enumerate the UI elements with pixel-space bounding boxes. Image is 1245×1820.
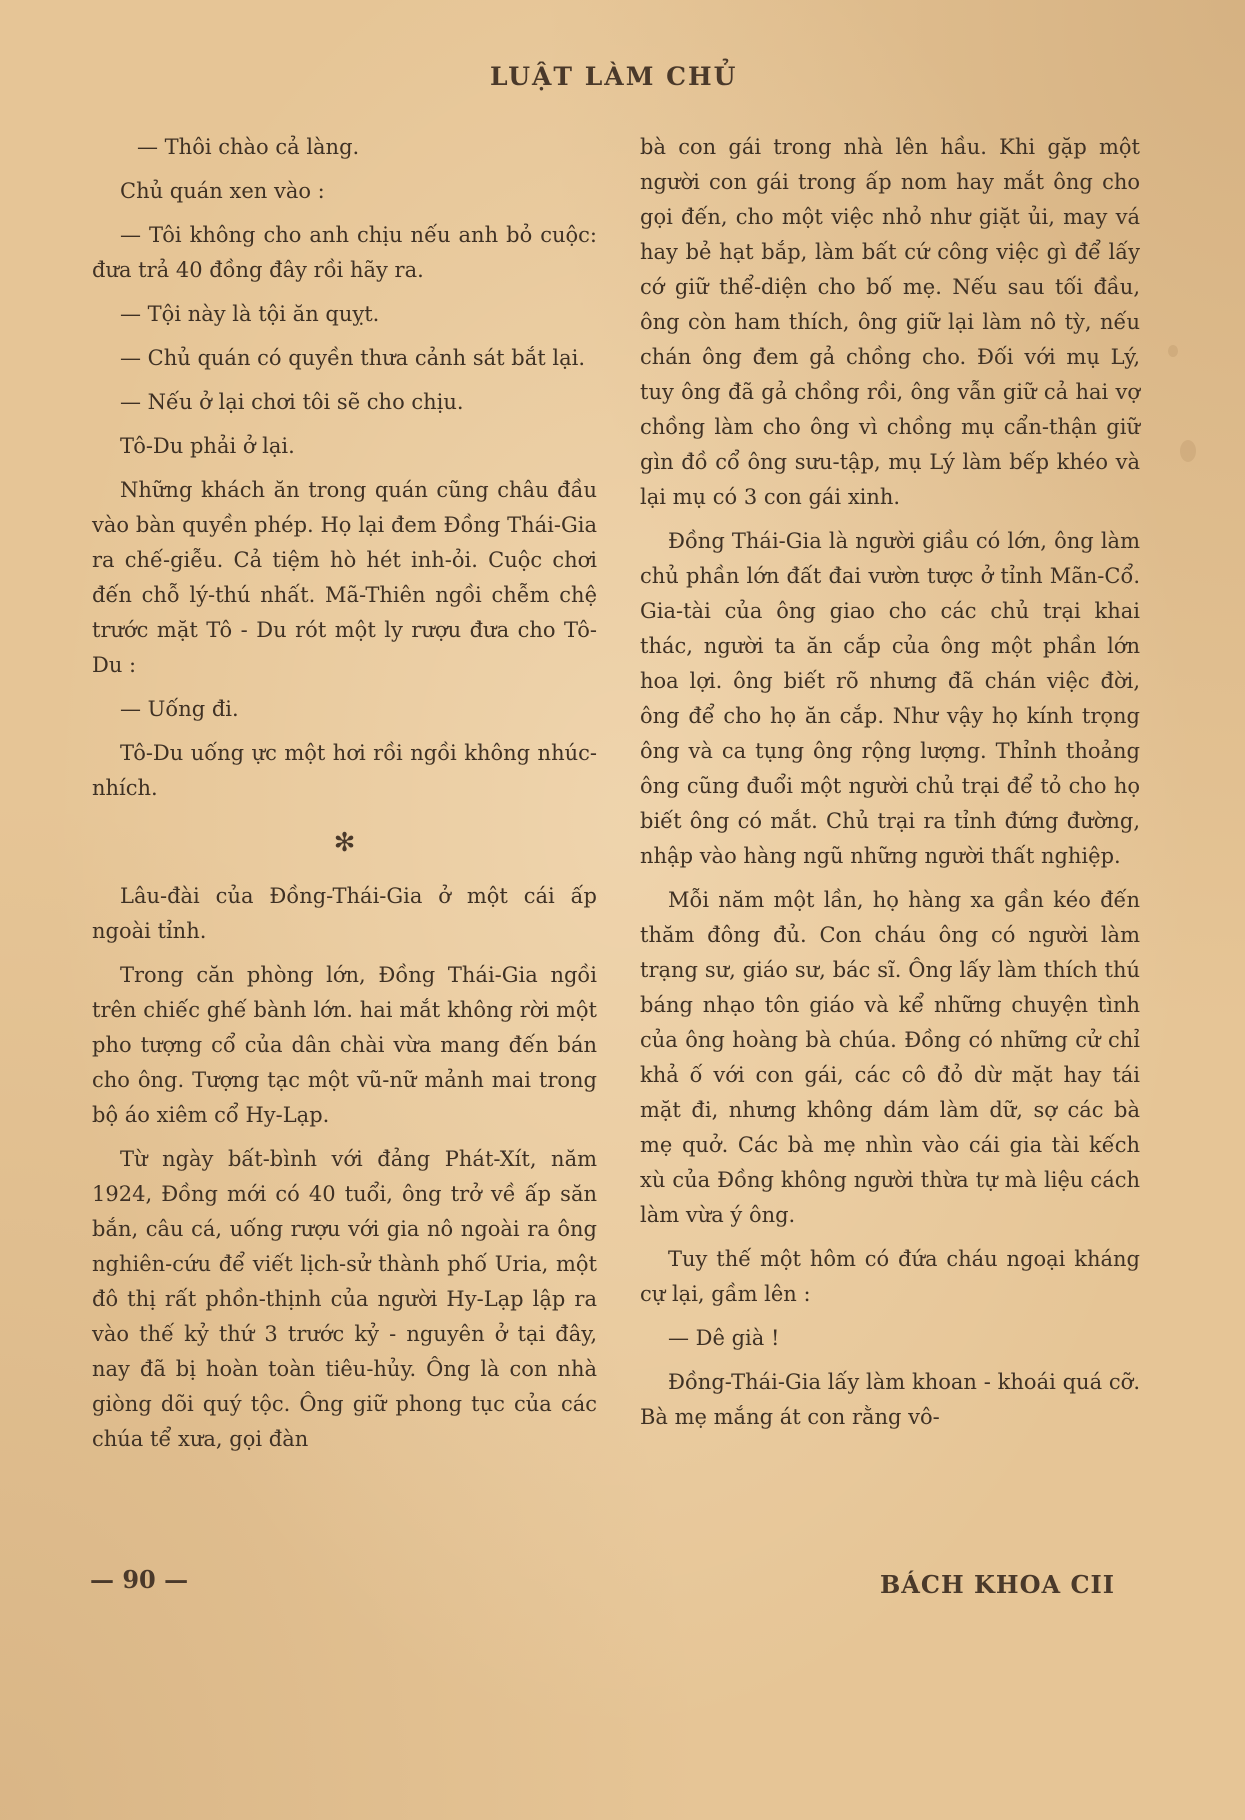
dialogue-paragraph: — Chủ quán có quyền thưa cảnh sát bắt lại. (120, 346, 585, 370)
left-column (92, 130, 597, 1466)
paper-stain (1168, 345, 1178, 357)
dialogue-line: — Uống đi. (120, 697, 239, 721)
narration-paragraph: Tô-Du uống ực một hơi rồi ngồi không nhúc-nhích. (92, 741, 597, 800)
page-number: — 90 — (90, 1565, 189, 1594)
narration-paragraph: Tuy thế một hôm có đứa cháu ngoại kháng cự lại, gầm lên : (640, 1247, 1140, 1306)
section-break-mark: ✻ (333, 828, 356, 858)
narration-paragraph: bà con gái trong nhà lên hầu. Khi gặp một người con gái trong ấp nom hay mắt ông cho gọi đến, cho một việc nhỏ như giặt ủi, may vá hay bẻ hạt bắp, làm bất cứ công việc gì để lấy cớ giữ thể-diện cho bố mẹ. Nếu sau tối đầu, ông còn ham thích, ông giữ lại làm nô tỳ, nếu chán ông đem gả chồng cho. Đối với mụ Lý, tuy ông đã gả chồng rồi, ông vẫn giữ cả hai vợ chồng làm cho ông vì chồng mụ cẩn-thận giữ gìn đồ cổ ông sưu-tập, mụ Lý làm bếp khéo và lại mụ có 3 con gái xinh. (640, 135, 1140, 509)
narration-paragraph: Đồng-Thái-Gia lấy làm khoan - khoái quá cỡ. Bà mẹ mắng át con rằng vô- (640, 1370, 1140, 1429)
dialogue-line: — Nếu ở lại chơi tôi sẽ cho chịu. (120, 390, 464, 414)
running-title: LUẬT LÀM CHỦ (490, 62, 738, 91)
dialogue-paragraph: — Tôi không cho anh chịu nếu anh bỏ cuộc: đưa trả 40 đồng đây rồi hãy ra. (92, 223, 597, 282)
narration-paragraph: Lâu-đài của Đồng-Thái-Gia ở một cái ấp ngoài tỉnh. (92, 884, 597, 943)
dialogue-line: — Dê già ! (668, 1326, 780, 1350)
right-column (640, 130, 1140, 1444)
dialogue-line: — Tội này là tội ăn quỵt. (120, 302, 380, 326)
narration-paragraph: Mỗi năm một lần, họ hàng xa gần kéo đến thăm đông đủ. Con cháu ông có người làm trạng sư, giáo sư, bác sĩ. Ông lấy làm thích thú báng nhạo tôn giáo và kể những chuyện tình của ông hoàng bà chúa. Đồng có những cử chỉ khả ố với con gái, các cô đỏ dừ mặt hay tái mặt đi, nhưng không dám làm dữ, sợ các bà mẹ quở. Các bà mẹ nhìn vào cái gia tài kếch xù của Đồng không người thừa tự mà liệu cách làm vừa ý ông. (640, 888, 1140, 1227)
narration-line: Chủ quán xen vào : (120, 179, 325, 203)
narration-line: Tô-Du phải ở lại. (120, 434, 295, 458)
narration-paragraph: Trong căn phòng lớn, Đồng Thái-Gia ngồi trên chiếc ghế bành lớn. hai mắt không rời một pho tượng cổ của dân chài vừa mang đến bán cho ông. Tượng tạc một vũ-nữ mảnh mai trong bộ áo xiêm cổ Hy-Lạp. (92, 963, 597, 1127)
narration-paragraph: Đồng Thái-Gia là người giầu có lớn, ông làm chủ phần lớn đất đai vườn tược ở tỉnh Mãn-Cổ. Gia-tài của ông giao cho các chủ trại khai thác, người ta ăn cắp của ông một phần lớn hoa lợi. ông biết rõ nhưng đã chán việc đời, ông để cho họ ăn cắp. Như vậy họ kính trọng ông và ca tụng ông rộng lượng. Thỉnh thoảng ông cũng đuổi một người chủ trại để tỏ cho họ biết ông có mắt. Chủ trại ra tỉnh đứng đường, nhập vào hàng ngũ những người thất nghiệp. (640, 529, 1140, 868)
paper-stain (1180, 440, 1196, 462)
publication-name: BÁCH KHOA CII (880, 1570, 1116, 1599)
narration-paragraph: Những khách ăn trong quán cũng châu đầu vào bàn quyền phép. Họ lại đem Đồng Thái-Gia ra chế-giễu. Cả tiệm hò hét inh-ỏi. Cuộc chơi đến chỗ lý-thú nhất. Mã-Thiên ngồi chễm chệ trước mặt Tô - Du rót một ly rượu đưa cho Tô-Du : (92, 478, 597, 677)
narration-paragraph: Từ ngày bất-bình với đảng Phát-Xít, năm 1924, Đồng mới có 40 tuổi, ông trở về ấp săn bắn, câu cá, uống rượu với gia nô ngoài ra ông nghiên-cứu để viết lịch-sử thành phố Uria, một đô thị rất phồn-thịnh của người Hy-Lạp lập ra vào thế kỷ thứ 3 trước kỷ - nguyên ở tại đây, nay đã bị hoàn toàn tiêu-hủy. Ông là con nhà giòng dõi quý tộc. Ông giữ phong tục của các chúa tể xưa, gọi đàn (92, 1147, 597, 1451)
dialogue-line: — Thôi chào cả làng. (137, 135, 360, 159)
